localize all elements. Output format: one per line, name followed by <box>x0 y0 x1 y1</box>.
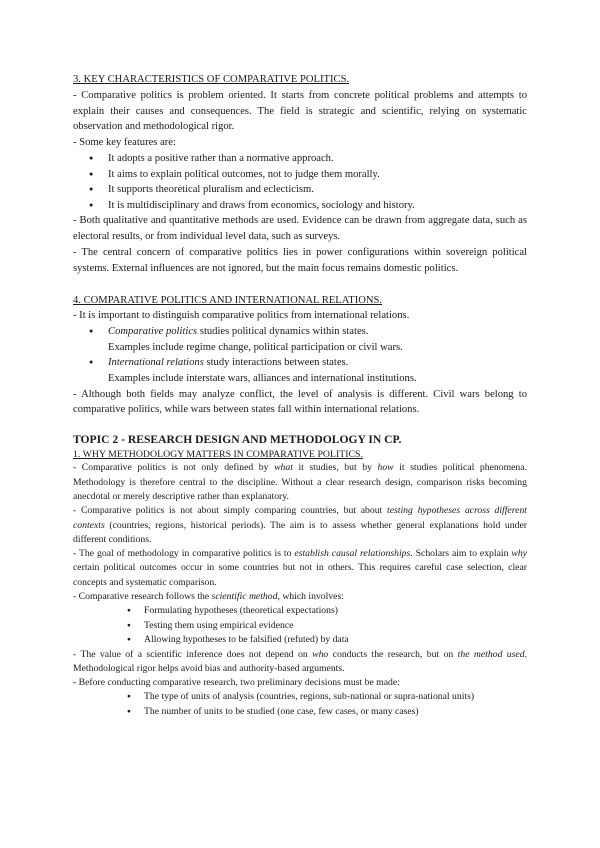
topic2-paragraph-1 <box>73 461 527 504</box>
topic2-paragraph-4 <box>73 590 527 604</box>
section4-paragraph-1: - Although both fields may analyze conflict, the level of analysis is different. Civil wars belong to comparative politics, while wars between states fall within international relations. <box>73 388 527 416</box>
section3-paragraph-3: - The central concern of comparative politics lies in power configurations within sovereign political systems. External influences are not ignored, but the main focus remains domestic politics. <box>73 246 527 274</box>
list-item: ● It adopts a positive rather than a normative approach. <box>73 151 527 167</box>
text: - The goal of methodology in comparative politics is to <box>73 548 295 560</box>
topic2-title: TOPIC 2 - RESEARCH DESIGN AND METHODOLOGY IN CP. <box>73 433 402 447</box>
text: - The value of a scientific inference does not depend on <box>73 648 313 660</box>
list-item: ● It supports theoretical pluralism and eclecticism. <box>73 182 527 198</box>
text: (countries, regions, historical periods). The aim is to assess whether general explanations hold under different conditions. <box>73 519 527 545</box>
list-item: ● Formulating hypotheses (theoretical expectations) <box>73 604 527 618</box>
topic2-paragraph-6: - Before conducting comparative research, two preliminary decisions must be made: <box>73 677 400 689</box>
section4-example-2: Examples include interstate wars, alliances and international institutions. <box>108 372 417 384</box>
emphasis: testing hypotheses across different contexts <box>73 505 527 531</box>
emphasis: scientific method <box>211 590 278 602</box>
text: - Comparative politics is not only defined by <box>73 462 275 474</box>
section3-heading: 3. KEY CHARACTERISTICS OF COMPARATIVE POLITICS. <box>73 74 350 85</box>
topic2-subheading: 1. WHY METHODOLOGY MATTERS IN COMPARATIVE POLITICS. <box>73 449 363 461</box>
list-item <box>73 355 527 371</box>
list-item-text: study interactions between states. <box>203 357 349 369</box>
topic2-bullet-list-2 <box>73 690 527 719</box>
list-item <box>73 324 527 340</box>
text: . Scholars aim to explain <box>410 548 512 560</box>
emphasis: why <box>511 548 527 560</box>
section3-bullet-list <box>73 151 527 213</box>
emphasis: what <box>274 462 293 474</box>
text: - Comparative research follows the <box>73 590 212 602</box>
list-item-text: studies political dynamics within states. <box>197 326 369 338</box>
list-item: ● The number of units to be studied (one case, few cases, or many cases) <box>73 705 527 719</box>
section4-bullet-list-2 <box>73 355 527 371</box>
emphasis: how <box>377 462 394 474</box>
topic2-paragraph-5 <box>73 648 527 677</box>
emphasis: who <box>312 648 329 660</box>
section4-intro: - It is important to distinguish comparative politics from international relations. <box>73 310 410 322</box>
section4-heading: 4. COMPARATIVE POLITICS AND INTERNATIONAL RELATIONS. <box>73 294 383 306</box>
topic2-paragraph-2 <box>73 504 527 547</box>
list-item: ● It is multidisciplinary and draws from economics, sociology and history. <box>73 198 527 214</box>
text: it studies political phenomena. Methodology is therefore central to the discipline. Without a clear research design, comparison risks becoming anecdotal or merely descriptive rather than explanatory. <box>73 462 527 502</box>
text: - Comparative politics is not about simply comparing countries, but about <box>73 505 387 517</box>
list-item: ● It aims to explain political outcomes, not to judge them morally. <box>73 167 527 183</box>
emphasis: establish causal relationships <box>294 548 411 560</box>
emphasis: Comparative politics <box>108 326 198 338</box>
list-item: ● Allowing hypotheses to be falsified (refuted) by data <box>73 633 527 647</box>
section3-intro: - Some key features are: <box>73 137 176 149</box>
topic2-paragraph-3 <box>73 547 527 590</box>
section4-example-1: Examples include regime change, political participation or civil wars. <box>108 341 403 353</box>
emphasis: the method used <box>457 648 525 660</box>
section3-paragraph-2: - Both qualitative and quantitative methods are used. Evidence can be drawn from aggregate data, such as electoral results, or from individual level data, such as surveys. <box>73 215 527 243</box>
list-item: ● The type of units of analysis (countries, regions, sub-national or supra-national units) <box>73 690 527 704</box>
topic2-bullet-list-1 <box>73 604 527 647</box>
document-page <box>73 72 527 719</box>
text: certain political outcomes occur in some countries but not in others. This requires careful case selection, clear concepts and systematic comparison. <box>73 562 527 588</box>
text: , which involves: <box>277 590 344 602</box>
text: . Methodological rigor helps avoid bias and authority-based arguments. <box>73 648 527 674</box>
text: conducts the research, but on <box>328 648 458 660</box>
emphasis: International relations <box>108 357 204 369</box>
list-item: ● Testing them using empirical evidence <box>73 619 527 633</box>
section3-paragraph-1: - Comparative politics is problem oriented. It starts from concrete political problems and attempts to explain their causes and consequences. The field is strategic and scientific, relying on systematic observation and methodological rigor. <box>73 89 527 133</box>
text: it studies, but by <box>292 462 378 474</box>
section4-bullet-list <box>73 324 527 340</box>
